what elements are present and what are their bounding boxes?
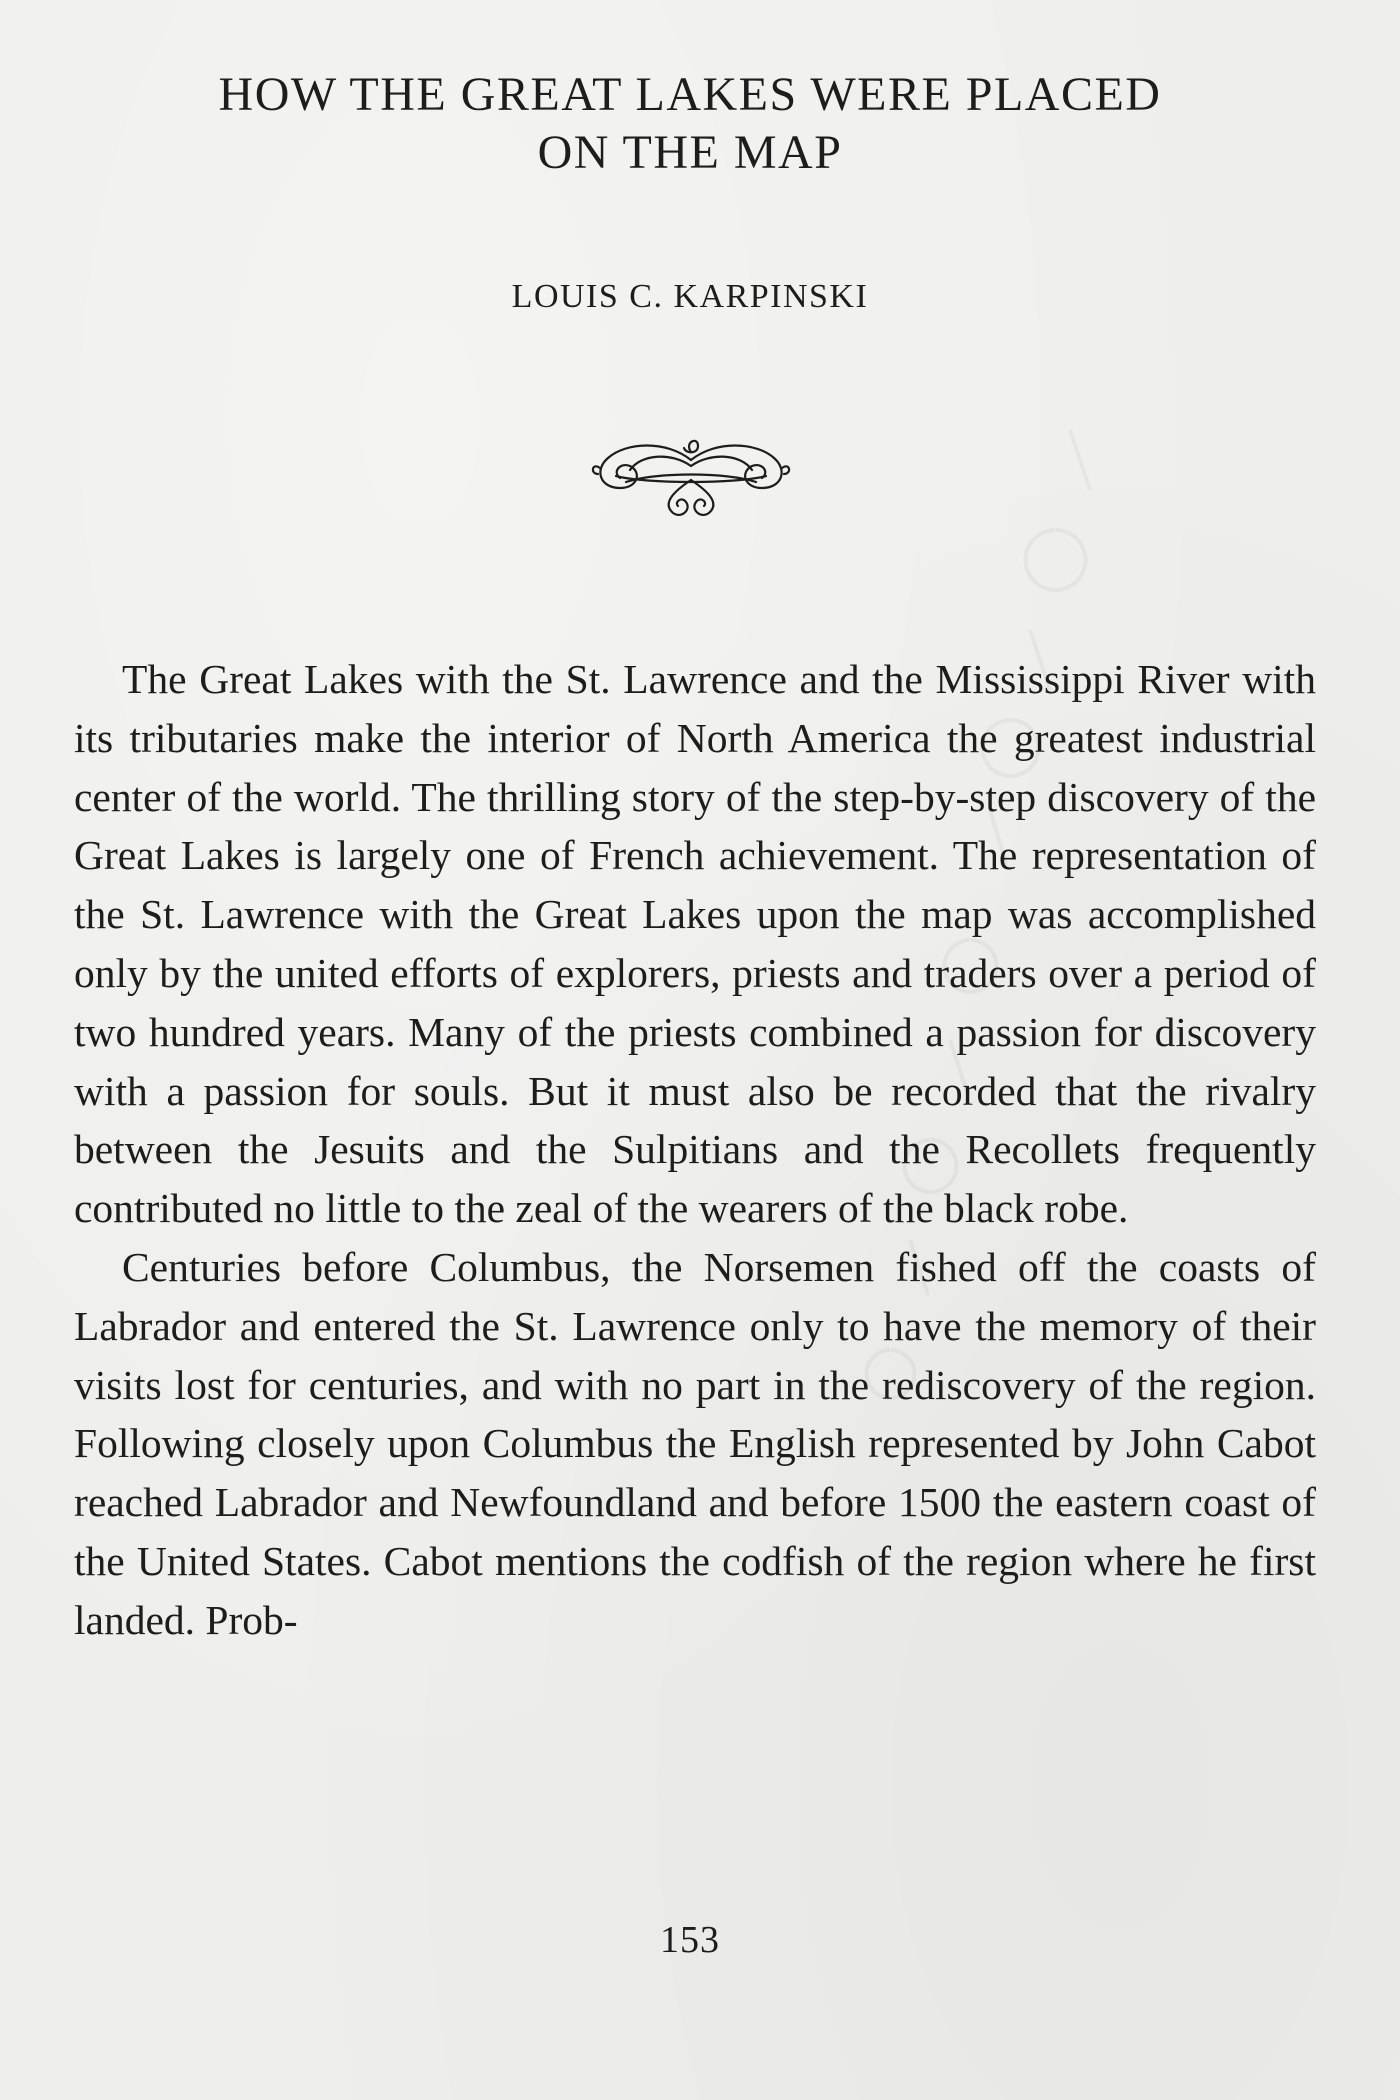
author-name: LOUIS C. KARPINSKI [511,278,869,315]
paragraph-2: Centuries before Columbus, the Norsemen fished off the coasts of Labrador and entered the St. Lawrence only to have the memory of their visits lost for centuries, and with no part in the rediscovery of the region. Following closely upon Columbus the English represented by John Cabot reached Labrador and Newfoundland and before 1500 the eastern coast of the United States. Cabot mentions the codfish of the region where he first landed. Prob- [74,1243,1316,1643]
article-body [74,650,1316,1650]
paragraph-1: The Great Lakes with the St. Lawrence and the Mississippi River with its tributaries make the interior of North America the greatest industrial center of the world. The thrilling story of the step-by-step discovery of the Great Lakes is largely one of French achievement. The representation of the St. Lawrence with the Great Lakes upon the map was accomplished only by the united efforts of explorers, priests and traders over a period of two hundred years. Many of the priests combined a passion for discovery with a passion for souls. But it must also be recorded that the rivalry between the Jesuits and the Sulpitians and the Recollets frequently contributed no little to the zeal of the wearers of the black robe. [74,656,1316,1232]
flourish-ornament-icon [586,432,796,522]
article-title [100,66,1280,182]
article-title-line-2: ON THE MAP [537,126,843,179]
page-number: 153 [660,1919,720,1961]
article-title-line-1: HOW THE GREAT LAKES WERE PLACED [218,68,1162,121]
